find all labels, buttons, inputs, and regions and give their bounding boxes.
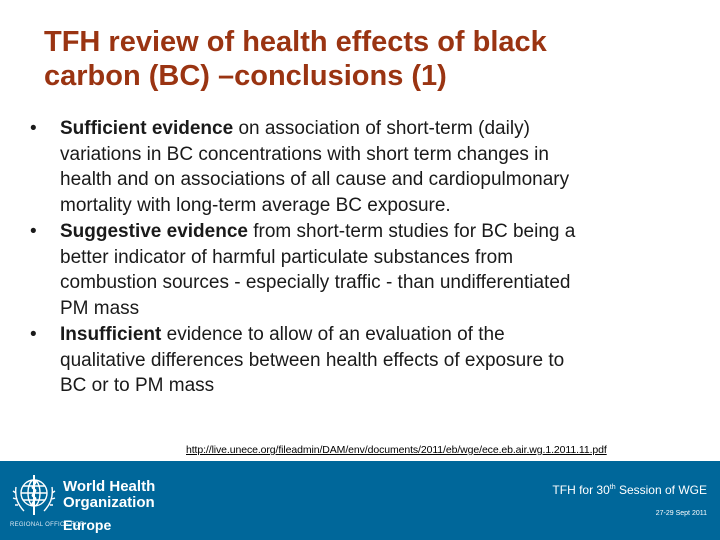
session-date: 27-29 Sept 2011 xyxy=(655,510,707,517)
bullet-bold-term: Suggestive evidence xyxy=(60,221,248,242)
bullet-text: evidence to allow of an evaluation of the xyxy=(161,324,505,345)
slide-title xyxy=(44,25,664,93)
region-label: Europe xyxy=(63,517,112,533)
bullet-line: PM mass xyxy=(60,297,140,319)
bullet-line: health and on associations of all cause and cardiopulmonary xyxy=(60,169,570,190)
title-line-1: TFH review of health effects of black xyxy=(44,26,547,58)
bullet-text: from short-term studies for BC being a xyxy=(247,221,576,242)
bullet-first-line xyxy=(60,116,530,142)
bullet-text: on association of short-term (daily) xyxy=(233,118,530,139)
session-label xyxy=(552,483,707,497)
bullet-bold-term: Insufficient xyxy=(60,324,162,345)
bullet-line: combustion sources - especially traffic - than undifferentiated xyxy=(60,272,571,293)
bullet-first-line xyxy=(60,219,575,245)
bullet-marker: • xyxy=(30,324,37,345)
session-ordinal: th xyxy=(609,484,616,491)
who-emblem-icon xyxy=(10,471,58,529)
source-link[interactable]: http://live.unece.org/fileadmin/DAM/env/documents/2011/eb/wge/ece.eb.air.wg.1.2011.11.pdf xyxy=(186,444,607,456)
org-line-1: World Health xyxy=(63,478,156,495)
bullet-line: variations in BC concentrations with short term changes in xyxy=(60,143,549,165)
bullet-bold-term: Sufficient evidence xyxy=(60,118,234,139)
bullet-marker: • xyxy=(30,118,37,139)
regional-office-label: REGIONAL OFFICE FOR xyxy=(10,522,85,528)
organization-name xyxy=(63,479,155,511)
bullet-first-line xyxy=(60,322,505,348)
bullet-line: qualitative differences between health effects of exposure to xyxy=(60,349,565,371)
bullet-line: BC or to PM mass xyxy=(60,375,215,396)
session-suffix: Session of WGE xyxy=(615,483,707,497)
session-prefix: TFH for 30 xyxy=(552,483,610,497)
bullet-line: better indicator of harmful particulate substances from xyxy=(60,246,514,268)
org-line-2: Organization xyxy=(63,494,155,511)
bullet-line: mortality with long-term average BC exposure. xyxy=(60,194,451,216)
bullet-marker: • xyxy=(30,221,37,242)
footer-bar xyxy=(0,461,720,540)
title-line-2: carbon (BC) –conclusions (1) xyxy=(44,60,447,92)
